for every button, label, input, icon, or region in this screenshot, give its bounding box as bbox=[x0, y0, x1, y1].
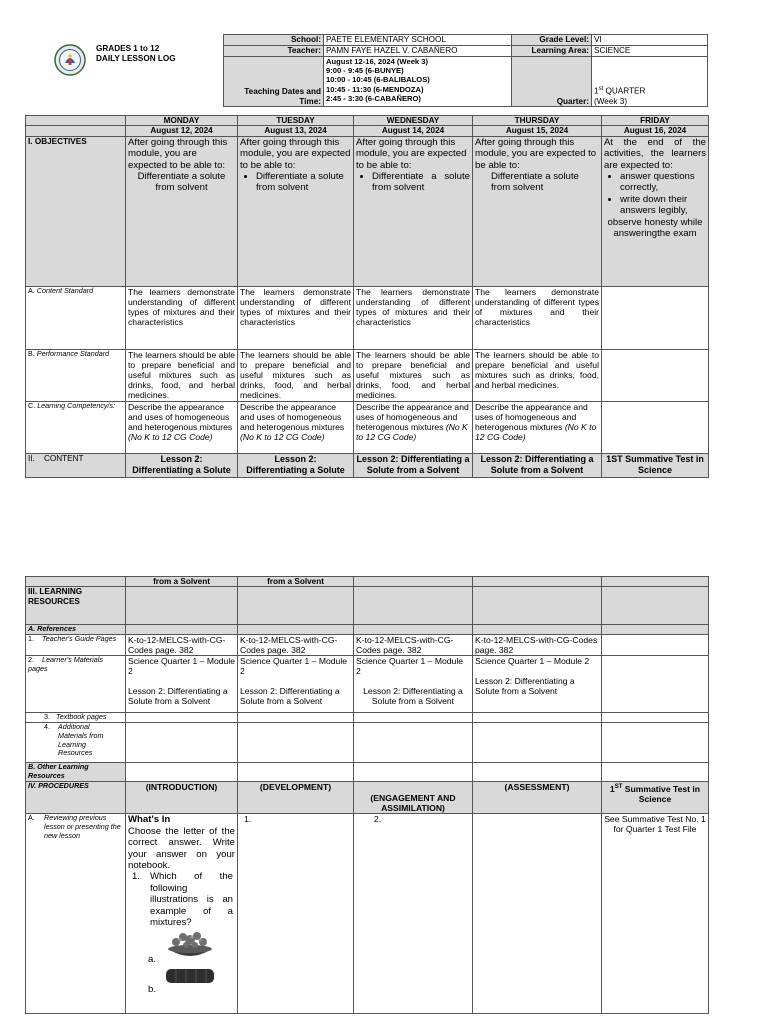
module-text: Science Quarter 1 – Module 2 bbox=[128, 656, 236, 677]
references-wednesday bbox=[354, 625, 473, 635]
quarter-line bbox=[594, 85, 705, 96]
performance-standard-friday bbox=[602, 349, 709, 401]
learners-materials-thursday bbox=[473, 656, 602, 713]
day-name-tuesday: TUESDAY bbox=[238, 116, 354, 126]
row-number: 3. bbox=[44, 712, 50, 722]
grade-level-value: VI bbox=[592, 35, 708, 46]
module-text: Science Quarter 1 – Module 2 bbox=[240, 656, 348, 677]
textbook-pages-thursday bbox=[473, 713, 602, 723]
lesson-text: Lesson 2: Differentiating a Solute from a Solvent bbox=[128, 686, 228, 707]
objectives-item: • write down their answers legibly, bbox=[620, 194, 706, 217]
competency-code: (No K to 12 CG Code) bbox=[128, 431, 213, 442]
objectives-tuesday bbox=[238, 136, 354, 286]
textbook-pages-wednesday bbox=[354, 713, 473, 723]
learning-area-label: Learning Area: bbox=[512, 46, 592, 57]
objectives-item: Differentiate a solute from solvent bbox=[137, 171, 226, 194]
objectives-intro: After going through this module, you are expected to be able to: bbox=[356, 136, 467, 171]
lesson-text: Lesson 2: Differentiating a Solute from a Solvent bbox=[240, 686, 340, 707]
lesson-text: Lesson 2: Differentiating a Solute from a Solvent bbox=[475, 676, 575, 697]
row-label: Additional Materials from Learning Resources bbox=[58, 722, 104, 758]
row-label: Content Standard bbox=[36, 286, 94, 295]
additional-materials-wednesday bbox=[354, 723, 473, 763]
question-number: 1. bbox=[132, 871, 141, 883]
procedures-wednesday: (ENGAGEMENT AND ASSIMILATION) bbox=[354, 782, 473, 814]
teachers-guide-wednesday: K-to-12-MELCS-with-CG-Codes page. 382 bbox=[354, 635, 473, 656]
learners-materials-friday bbox=[602, 656, 709, 713]
reviewing-lesson-thursday bbox=[473, 814, 602, 1014]
performance-standard-label bbox=[26, 349, 126, 401]
day-name-wednesday: WEDNESDAY bbox=[354, 116, 473, 126]
quarter-number: 1 bbox=[594, 87, 599, 97]
additional-materials-friday bbox=[602, 723, 709, 763]
learning-resources-wednesday bbox=[354, 587, 473, 625]
procedures-thursday: (ASSESSMENT) bbox=[473, 782, 602, 814]
lesson-text: Lesson 2: Differentiating a Solute from a Solvent bbox=[363, 686, 463, 707]
objectives-monday bbox=[126, 136, 238, 286]
teaching-dates-label bbox=[224, 57, 324, 107]
objectives-intro: After going through this module, you are expected to be able to: bbox=[128, 136, 228, 171]
content-friday: 1ST Summative Test in Science bbox=[602, 453, 709, 477]
content-standard-monday: The learners demonstrate understanding of different types of mixtures and their characteristics bbox=[126, 286, 238, 349]
learners-materials-tuesday bbox=[238, 656, 354, 713]
question-item bbox=[128, 871, 235, 928]
date-monday: August 12, 2024 bbox=[126, 126, 238, 136]
other-resources-label: B. Other Learning Resources bbox=[26, 763, 126, 782]
learning-competency-thursday bbox=[473, 401, 602, 453]
objectives-item: • answer questions correctly, bbox=[620, 171, 706, 194]
school-label: School: bbox=[224, 35, 324, 46]
learning-resources-tuesday bbox=[238, 587, 354, 625]
reviewing-lesson-wrap bbox=[28, 814, 123, 840]
quarter-value bbox=[592, 57, 708, 107]
textbook-pages-friday bbox=[602, 713, 709, 723]
references-thursday bbox=[473, 625, 602, 635]
choice-b-label: b. bbox=[148, 983, 157, 995]
performance-standard-monday: The learners should be able to prepare beneficial and useful mixtures such as drinks, food, and herbal medicines. bbox=[126, 349, 238, 401]
objectives-thursday bbox=[473, 136, 602, 286]
additional-materials-wrap bbox=[44, 723, 123, 757]
dates-line: 10:00 - 10:45 (6-BALIBALOS) bbox=[326, 75, 430, 85]
content-wednesday: Lesson 2: Differentiating a Solute from a Solvent bbox=[354, 453, 473, 477]
teaching-dates-value bbox=[324, 57, 512, 107]
competency-text: Describe the appearance and uses of homogeneous and heterogenous mixtures bbox=[356, 401, 469, 432]
learning-competency-tuesday bbox=[238, 401, 354, 453]
row-label: Learning Competency/s: bbox=[37, 401, 116, 410]
teaching-dates-label-line1: Teaching Dates and bbox=[244, 87, 321, 97]
lesson-log-table-part1 bbox=[25, 115, 709, 478]
textbook-pages-tuesday bbox=[238, 713, 354, 723]
objectives-item: Differentiate a solute from solvent bbox=[491, 171, 579, 194]
row-number: C. bbox=[28, 401, 36, 410]
references-friday bbox=[602, 625, 709, 635]
performance-standard-thursday: The learners should be able to prepare beneficial and useful mixtures such as drinks, food, and herbal medicines. bbox=[473, 349, 602, 401]
row-number: 1. bbox=[28, 634, 34, 644]
row-label: CONTENT bbox=[43, 453, 84, 463]
dates-line: August 12-16, 2024 (Week 3) bbox=[326, 57, 428, 66]
quarter-suffix: st bbox=[598, 86, 604, 93]
content-standard-label bbox=[26, 286, 126, 349]
row-label: Teacher's Guide Pages bbox=[42, 634, 117, 644]
row-number: A. bbox=[28, 286, 35, 295]
brand-title bbox=[96, 44, 176, 64]
header-info-table bbox=[223, 34, 708, 107]
learners-materials-monday bbox=[126, 656, 238, 713]
procedures-tuesday: (DEVELOPMENT) bbox=[238, 782, 354, 814]
teacher-label: Teacher: bbox=[224, 46, 324, 57]
learning-resources-monday bbox=[126, 587, 238, 625]
row-label: Reviewing previous lesson or presenting the new lesson bbox=[44, 813, 121, 840]
teachers-guide-friday bbox=[602, 635, 709, 656]
content-continued-tuesday: from a Solvent bbox=[238, 577, 354, 587]
learning-resources-friday bbox=[602, 587, 709, 625]
row-number: B. bbox=[28, 349, 35, 358]
reviewing-lesson-monday bbox=[126, 814, 238, 1014]
module-text: Science Quarter 1 – Module 2 bbox=[356, 656, 464, 677]
textbook-pages-monday bbox=[126, 713, 238, 723]
teacher-value: PAMN FAYE HAZEL V. CABAÑERO bbox=[324, 46, 512, 57]
performance-standard-tuesday: The learners should be able to prepare beneficial and useful mixtures such as drinks, food, and herbal medicines. bbox=[238, 349, 354, 401]
date-wednesday: August 14, 2024 bbox=[354, 126, 473, 136]
competency-text: Describe the appearance and uses of homogeneous and heterogenous mixtures bbox=[240, 401, 345, 432]
deped-seal-logo bbox=[54, 44, 86, 76]
row-label: Performance Standard bbox=[36, 349, 110, 358]
learners-materials-label bbox=[26, 656, 126, 713]
teachers-guide-tuesday: K-to-12-MELCS-with-CG-Codes page. 382 bbox=[238, 635, 354, 656]
brand-line-2: DAILY LESSON LOG bbox=[96, 54, 176, 63]
summative-suffix: ST bbox=[614, 784, 623, 791]
date-thursday: August 15, 2024 bbox=[473, 126, 602, 136]
competency-text: Describe the appearance and uses of homogeneous and heterogenous mixtures bbox=[128, 401, 233, 432]
quarter-text: QUARTER bbox=[603, 87, 646, 97]
other-resources-monday bbox=[126, 763, 238, 782]
whats-in-heading: What's In bbox=[128, 814, 171, 826]
content-continued-wednesday bbox=[354, 577, 473, 587]
quarter-label: Quarter: bbox=[512, 57, 592, 107]
reviewing-lesson-wednesday bbox=[354, 814, 473, 1014]
objectives-intro: After going through this module, you are expected to be able to: bbox=[475, 136, 597, 171]
teachers-guide-monday: K-to-12-MELCS-with-CG-Codes page. 382 bbox=[126, 635, 238, 656]
objectives-wednesday bbox=[354, 136, 473, 286]
content-continued-thursday bbox=[473, 577, 602, 587]
references-label: A. References bbox=[26, 625, 126, 635]
row-label: Learner's Materials pages bbox=[28, 655, 103, 673]
content-tuesday bbox=[238, 453, 354, 477]
other-resources-thursday bbox=[473, 763, 602, 782]
row-label: Textbook pages bbox=[56, 712, 107, 722]
learning-competency-label bbox=[26, 401, 126, 453]
day-name-thursday: THURSDAY bbox=[473, 116, 602, 126]
objectives-label: I. OBJECTIVES bbox=[26, 136, 126, 286]
objectives-friday bbox=[602, 136, 709, 286]
item-number: 2. bbox=[374, 814, 382, 825]
summative-number: 1 bbox=[609, 784, 615, 795]
additional-materials-monday bbox=[126, 723, 238, 763]
dates-line: 10:45 - 11:30 (6-MENDOZA) bbox=[326, 84, 424, 94]
competency-code: (No K to 12 CG Code) bbox=[240, 431, 325, 442]
performance-standard-wednesday: The learners should be able to prepare beneficial and useful mixtures such as drinks, food, and herbal medicines. bbox=[354, 349, 473, 401]
summative-text: Summative Test in Science bbox=[622, 784, 701, 805]
content-standard-tuesday: The learners demonstrate understanding of different types of mixtures and their characteristics bbox=[238, 286, 354, 349]
item-number: 1. bbox=[244, 814, 252, 825]
learning-competency-monday bbox=[126, 401, 238, 453]
learning-competency-wednesday bbox=[354, 401, 473, 453]
procedures-friday bbox=[602, 782, 709, 814]
teaching-dates-label-line2: Time: bbox=[299, 96, 321, 106]
school-value: PAETE ELEMENTARY SCHOOL bbox=[324, 35, 512, 46]
content-line: Differentiating a Solute bbox=[246, 465, 345, 476]
objectives-list bbox=[240, 171, 351, 194]
competency-text: Describe the appearance and uses of homogeneous and heterogenous mixtures bbox=[475, 401, 588, 432]
additional-materials-thursday bbox=[473, 723, 602, 763]
learning-resources-thursday bbox=[473, 587, 602, 625]
objectives-intro: At the end of the activities, the learners are expected to: bbox=[604, 136, 706, 171]
date-friday: August 16, 2024 bbox=[602, 126, 709, 136]
module-text: Science Quarter 1 – Module 2 bbox=[475, 656, 590, 667]
lesson-log-table-part2 bbox=[25, 576, 709, 1014]
date-tuesday: August 13, 2024 bbox=[238, 126, 354, 136]
additional-materials-label bbox=[26, 723, 126, 763]
content-continued-friday bbox=[602, 577, 709, 587]
quarter-week: (Week 3) bbox=[594, 96, 628, 106]
question-text: Which of the following illustrations is an example of a mixtures? bbox=[150, 871, 233, 929]
procedures-label: IV. PROCEDURES bbox=[26, 782, 126, 814]
day-name-friday: FRIDAY bbox=[602, 116, 709, 126]
content-line: Differentiating a Solute bbox=[132, 465, 231, 476]
content-line: Lesson 2: bbox=[274, 453, 317, 464]
brand-line-1: GRADES 1 to 12 bbox=[96, 44, 160, 53]
learning-area-value: SCIENCE bbox=[592, 46, 708, 57]
reviewing-lesson-label bbox=[26, 814, 126, 1014]
references-monday bbox=[126, 625, 238, 635]
content-standard-thursday: The learners demonstrate understanding of different types of mixtures and their characteristics bbox=[473, 286, 602, 349]
content-standard-friday bbox=[602, 286, 709, 349]
learners-materials-wednesday bbox=[354, 656, 473, 713]
textbook-pages-label bbox=[26, 713, 126, 723]
objectives-item: • Differentiate a solute from solvent bbox=[256, 171, 351, 194]
teachers-guide-thursday: K-to-12-MELCS-with-CG-Codes page. 382 bbox=[473, 635, 602, 656]
objectives-tail: observe honesty while answeringthe exam bbox=[607, 216, 703, 240]
row-number: 4. bbox=[44, 722, 50, 732]
learning-resources-label: III. LEARNING RESOURCES bbox=[26, 587, 126, 625]
competency-code: (No K to 12 CG Code) bbox=[356, 421, 468, 442]
reviewing-lesson-tuesday bbox=[238, 814, 354, 1014]
reviewing-lesson-friday: See Summative Test No. 1 for Quarter 1 Test File bbox=[602, 814, 709, 1014]
competency-code: (No K to 12 CG Code) bbox=[475, 421, 597, 442]
other-resources-friday bbox=[602, 763, 709, 782]
procedures-monday: (INTRODUCTION) bbox=[126, 782, 238, 814]
additional-materials-tuesday bbox=[238, 723, 354, 763]
content-monday bbox=[126, 453, 238, 477]
teachers-guide-label bbox=[26, 635, 126, 656]
row-number: II. bbox=[28, 453, 35, 463]
row-number: A. bbox=[28, 813, 35, 823]
choice-a-label: a. bbox=[148, 954, 157, 966]
objectives-item: • Differentiate a solute from solvent bbox=[372, 171, 470, 194]
objectives-list bbox=[604, 171, 706, 217]
day-name-monday: MONDAY bbox=[126, 116, 238, 126]
day-header-blank bbox=[26, 116, 126, 126]
grade-level-label: Grade Level: bbox=[512, 35, 592, 46]
dates-line: 9:00 - 9:45 (6-BUNYE) bbox=[326, 66, 404, 76]
objectives-intro: After going through this module, you are expected to be able to: bbox=[240, 136, 351, 171]
content-label bbox=[26, 453, 126, 477]
objectives-list bbox=[356, 171, 470, 194]
content-thursday: Lesson 2: Differentiating a Solute from a Solvent bbox=[473, 453, 602, 477]
charcoal-bar-image bbox=[162, 966, 218, 986]
references-tuesday bbox=[238, 625, 354, 635]
row-number: 2. bbox=[28, 655, 34, 665]
learning-competency-friday bbox=[602, 401, 709, 453]
content-continued-monday: from a Solvent bbox=[126, 577, 238, 587]
instruction-text: Choose the letter of the correct answer. Write your answer on your notebook. bbox=[128, 825, 235, 872]
date-header-blank bbox=[26, 126, 126, 136]
other-resources-wednesday bbox=[354, 763, 473, 782]
content-continued-blank bbox=[26, 577, 126, 587]
content-standard-wednesday: The learners demonstrate understanding of different types of mixtures and their characteristics bbox=[354, 286, 473, 349]
other-resources-tuesday bbox=[238, 763, 354, 782]
dates-line: 2:45 - 3:30 (6-CABAÑERO) bbox=[326, 93, 421, 103]
content-line: Lesson 2: bbox=[160, 453, 203, 464]
